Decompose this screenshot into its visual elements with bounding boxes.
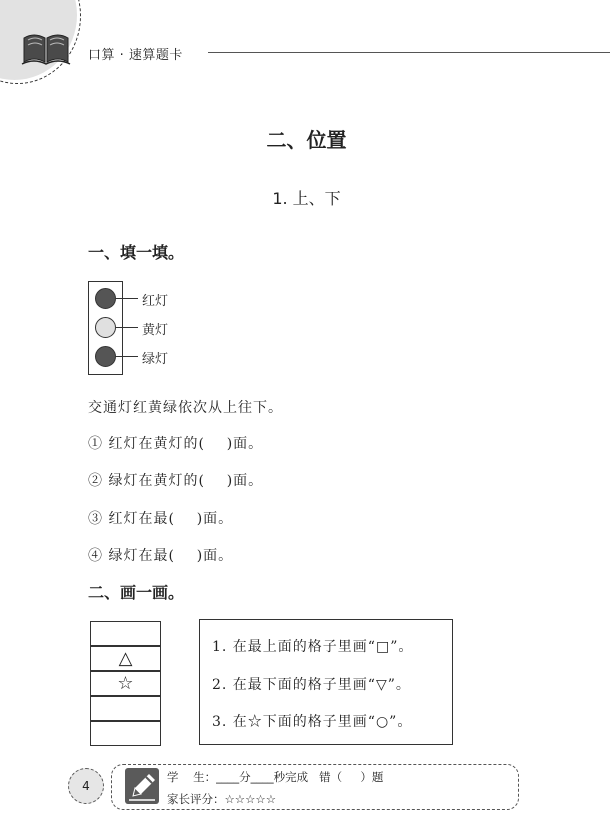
grid-cell-5[interactable] <box>90 721 161 746</box>
header-title: 口算 · 速算题卡 <box>88 48 183 63</box>
question-1: ① 红灯在黄灯的( )面。 <box>88 436 264 452</box>
red-lamp <box>95 288 116 309</box>
yellow-lamp-pointer <box>116 327 138 328</box>
green-lamp <box>95 346 116 367</box>
header-divider <box>208 52 610 53</box>
footer-time-line: 学 生：____分____秒完成 错（ ）题 <box>167 770 384 784</box>
intro-text: 交通灯红黄绿依次从上往下。 <box>88 400 283 416</box>
grid-cell-3[interactable]: ☆ <box>90 671 161 696</box>
grid-cell-4[interactable] <box>90 696 161 721</box>
grid-cell-1[interactable] <box>90 621 161 646</box>
open-book-icon <box>20 28 72 68</box>
chapter-title: 二、位置 <box>266 128 347 152</box>
lesson-title: 1. 上、下 <box>272 189 341 208</box>
yellow-lamp-label: 黄灯 <box>142 323 169 338</box>
grid-cell-2[interactable]: △ <box>90 646 161 671</box>
red-lamp-pointer <box>116 298 138 299</box>
instruction-3: 3. 在☆下面的格子里画“○”。 <box>212 714 413 730</box>
instruction-2: 2. 在最下面的格子里画“▽”。 <box>212 677 411 693</box>
section-2-title: 二、画一画。 <box>88 583 185 602</box>
footer-parent-score: 家长评分：☆☆☆☆☆ <box>167 792 277 806</box>
yellow-lamp <box>95 317 116 338</box>
instruction-1: 1. 在最上面的格子里画“□”。 <box>212 639 414 655</box>
red-lamp-label: 红灯 <box>142 294 169 309</box>
section-1-title: 一、填一填。 <box>88 243 185 262</box>
page-number: 4 <box>68 768 104 804</box>
question-4: ④ 绿灯在最( )面。 <box>88 548 234 564</box>
pencil-icon-box <box>125 768 159 804</box>
question-3: ③ 红灯在最( )面。 <box>88 511 234 527</box>
pencil-icon <box>125 768 159 804</box>
green-lamp-label: 绿灯 <box>142 352 169 367</box>
question-2: ② 绿灯在黄灯的( )面。 <box>88 473 264 489</box>
green-lamp-pointer <box>116 356 138 357</box>
